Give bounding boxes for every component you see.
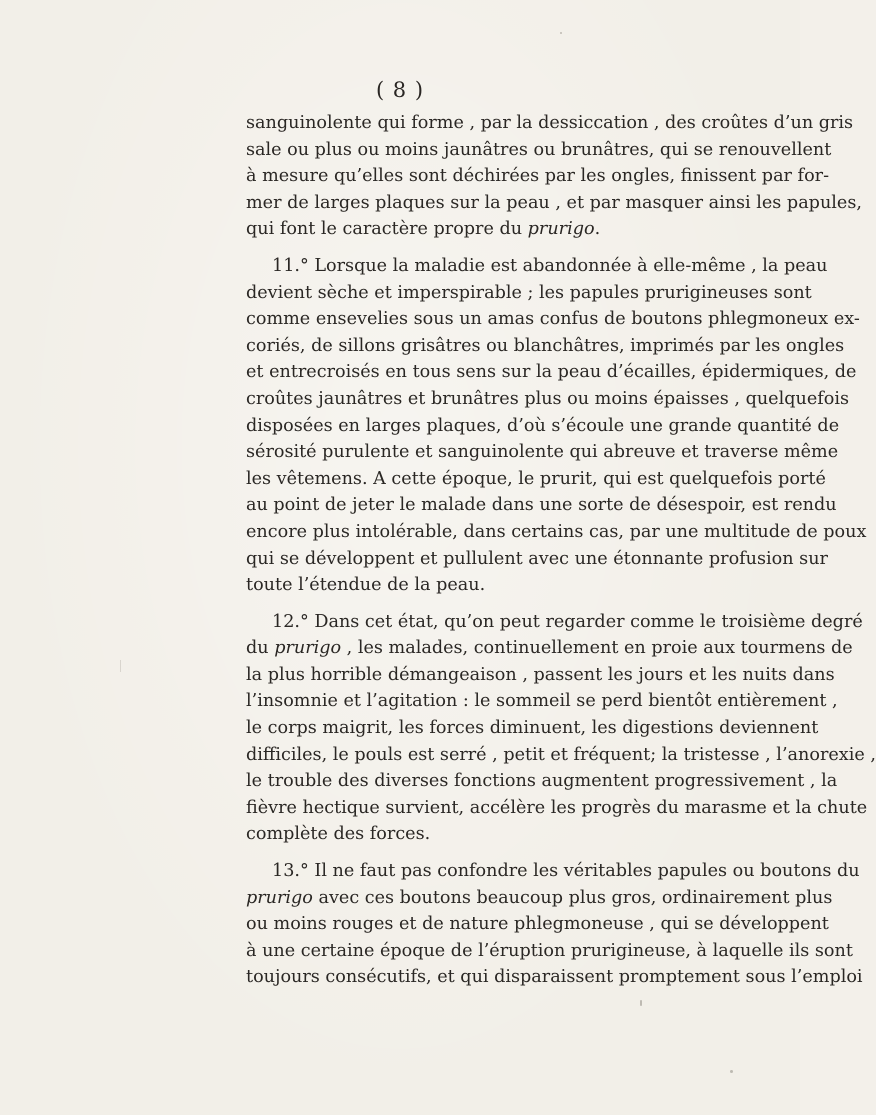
- text-line: sale ou plus ou moins jaunâtres ou brunâtres, qui se renouvellent: [246, 139, 832, 160]
- text-line: l’insomnie et l’agitation : le sommeil se perd bientôt entièrement ,: [246, 691, 838, 712]
- text-line: 11.° Lorsque la maladie est abandonnée à elle-même , la peau: [272, 255, 828, 276]
- text-line: difficiles, le pouls est serré , petit et fréquent; la tristesse , l’anorexie ,: [246, 744, 876, 765]
- text-line: qui se développent et pullulent avec une étonnante profusion sur: [246, 548, 828, 569]
- text-line: toujours consécutifs, et qui disparaissent promptement sous l’emploi: [246, 967, 863, 988]
- body-text: [246, 110, 876, 991]
- text-line: fièvre hectique survient, accélère les progrès du marasme et la chute: [246, 797, 868, 818]
- text-line: le corps maigrit, les forces diminuent, les digestions deviennent: [246, 718, 819, 739]
- text-line: encore plus intolérable, dans certains cas, par une multitude de poux: [246, 521, 867, 542]
- text-line: comme ensevelies sous un amas confus de boutons phlegmoneux ex-: [246, 309, 860, 330]
- text-line: ou moins rouges et de nature phlegmoneuse , qui se développent: [246, 914, 829, 935]
- text-line: coriés, de sillons grisâtres ou blanchâtres, imprimés par les ongles: [246, 335, 845, 356]
- italic-term: prurigo: [246, 887, 313, 908]
- text-line: sanguinolente qui forme , par la dessiccation , des croûtes d’un gris: [246, 113, 854, 133]
- text-line: croûtes jaunâtres et brunâtres plus ou moins épaisses , quelquefois: [246, 388, 849, 409]
- paragraph-continuation: [246, 110, 862, 243]
- paragraph-12: [246, 609, 876, 848]
- text-line: [246, 635, 853, 662]
- text-line: complète des forces.: [246, 824, 431, 845]
- paper-speck: [120, 660, 121, 672]
- text-fragment: du: [246, 638, 275, 659]
- text-fragment: , les malades, continuellement en proie aux tourmens de: [341, 638, 853, 659]
- text-line: les vêtemens. A cette époque, le prurit, qui est quelquefois porté: [246, 468, 826, 489]
- paper-speck: [730, 1070, 733, 1073]
- text-fragment: .: [594, 219, 601, 240]
- text-line: toute l’étendue de la peau.: [246, 575, 486, 596]
- text-line: le trouble des diverses fonctions augmentent progressivement , la: [246, 771, 838, 792]
- text-line: au point de jeter le malade dans une sorte de désespoir, est rendu: [246, 495, 837, 516]
- text-line: à mesure qu’elles sont déchirées par les ongles, finissent par for-: [246, 166, 830, 187]
- paper-speck: [640, 1000, 642, 1006]
- text-fragment: avec ces boutons beaucoup plus gros, ordinairement plus: [312, 887, 833, 908]
- italic-term: prurigo: [527, 219, 595, 240]
- text-line: devient sèche et imperspirable ; les papules prurigineuses sont: [246, 282, 812, 303]
- text-line: mer de larges plaques sur la peau , et par masquer ainsi les papules,: [246, 192, 862, 213]
- paragraph-13: [246, 858, 863, 991]
- text-line: [246, 885, 833, 912]
- text-line: [246, 216, 794, 243]
- text-line: disposées en larges plaques, d’où s’écoule une grande quantité de: [246, 415, 840, 436]
- text-line: la plus horrible démangeaison , passent les jours et les nuits dans: [246, 664, 835, 685]
- page-number: ( 8 ): [375, 78, 425, 102]
- text-line: 13.° Il ne faut pas confondre les véritables papules ou boutons du: [272, 861, 860, 882]
- paragraph-11: [246, 253, 867, 599]
- text-fragment: qui font le caractère propre du: [246, 219, 528, 240]
- paper-speck: [560, 32, 562, 34]
- text-line: et entrecroisés en tous sens sur la peau d’écailles, épidermiques, de: [246, 362, 857, 383]
- text-line: 12.° Dans cet état, qu’on peut regarder comme le troisième degré: [272, 611, 863, 632]
- text-line: sérosité purulente et sanguinolente qui abreuve et traverse même: [246, 442, 839, 463]
- text-line: à une certaine époque de l’éruption prurigineuse, à laquelle ils sont: [246, 940, 853, 961]
- italic-term: prurigo: [274, 638, 342, 659]
